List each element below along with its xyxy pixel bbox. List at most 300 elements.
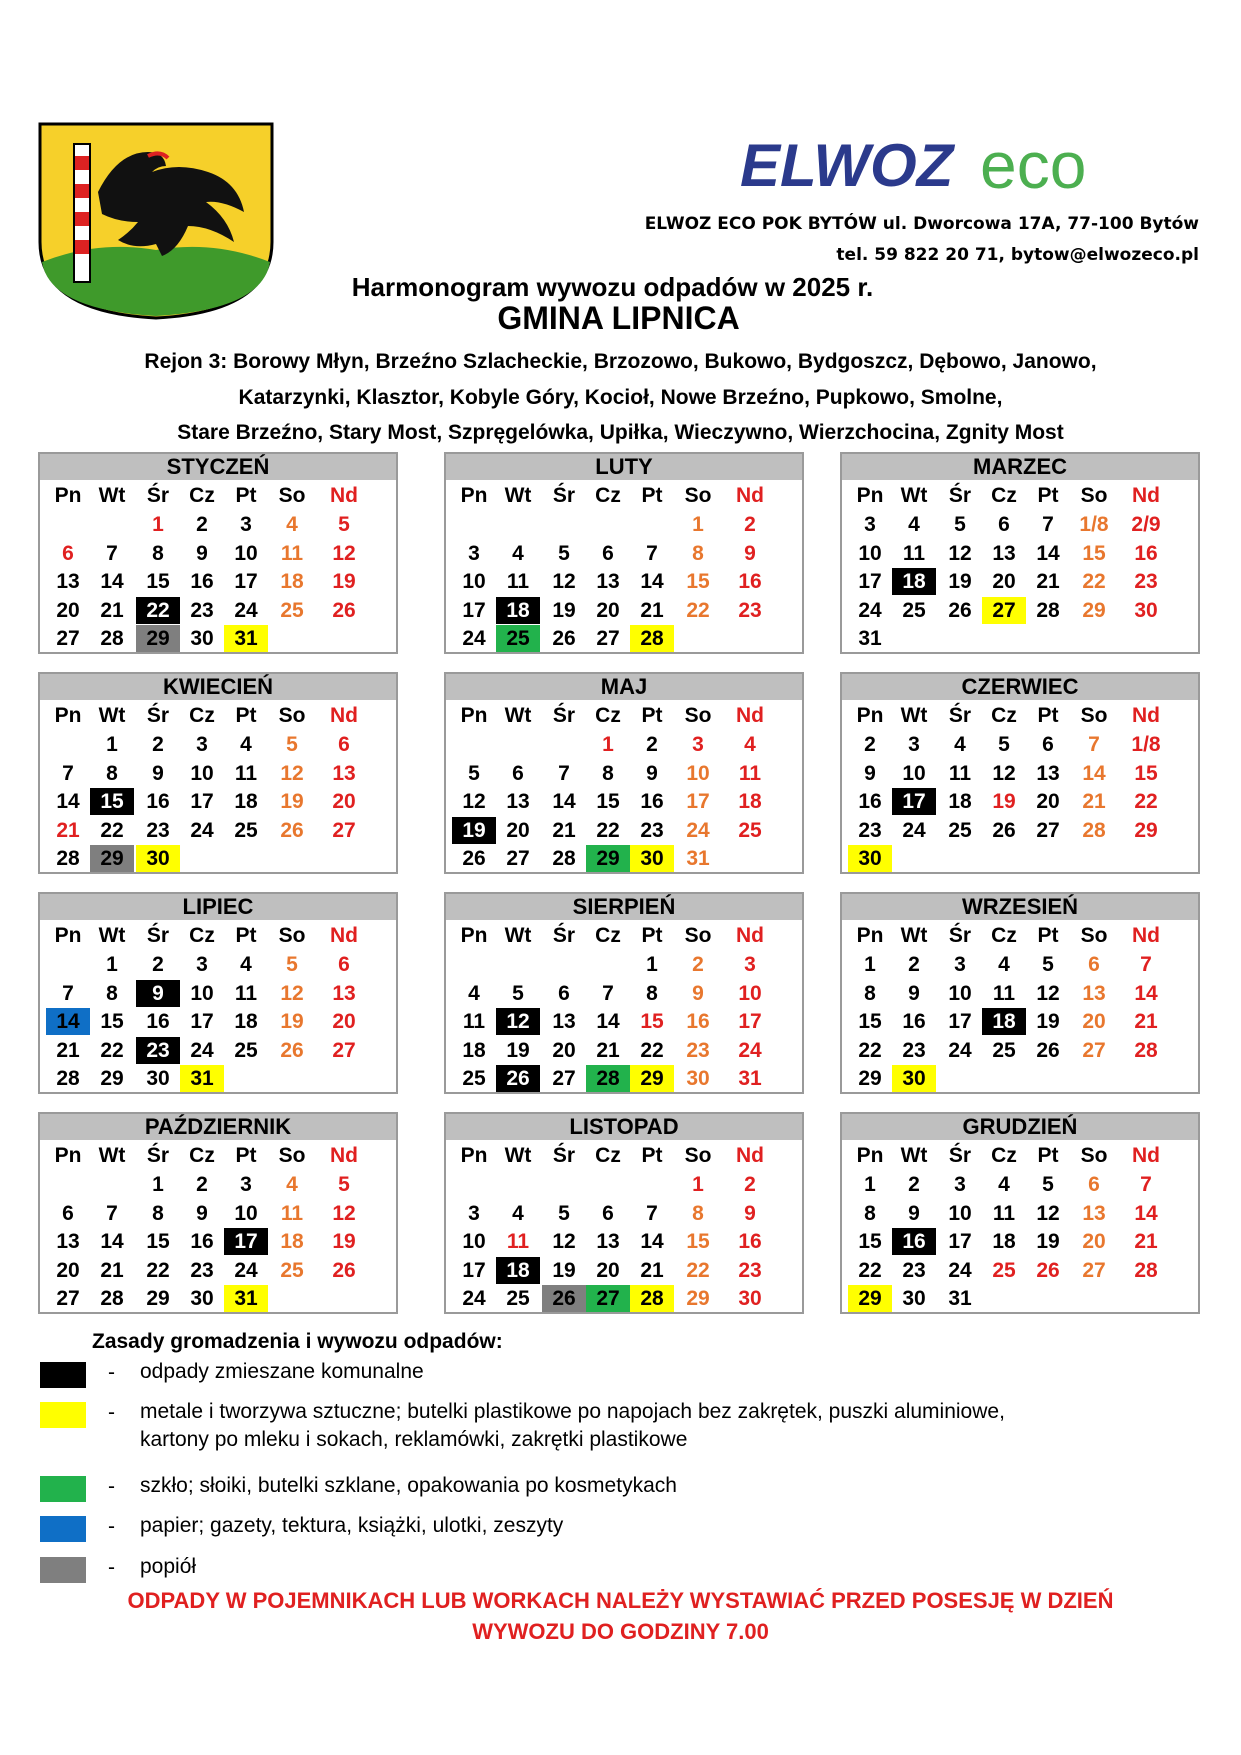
day-cell: 5 [954,513,966,536]
day-cell: 12 [1036,1201,1060,1225]
day-cell: 16 [902,1010,926,1033]
legend-dash: - [108,1361,115,1384]
weekday-label: Nd [736,484,764,507]
day-cell: 3 [908,733,920,756]
day-cell: 1 [646,953,658,976]
weekday-label: Cz [991,924,1017,947]
legend-text [140,1512,1200,1540]
weekday-label: Nd [736,1144,764,1167]
day-cell: 18 [892,568,936,595]
day-cell: 23 [1134,570,1158,593]
day-cell: 26 [332,598,356,622]
day-cell: 26 [280,1038,304,1062]
day-cell: 5 [286,953,298,976]
legend-dash: - [108,1475,115,1498]
legend-text [140,1472,1200,1500]
day-cell: 17 [462,1258,486,1282]
day-cell: 30 [146,1067,170,1090]
day-cell: 27 [982,597,1026,624]
day-cell: 28 [100,1287,124,1310]
weekday-label: Pt [235,704,257,727]
weekday-label: Cz [595,1144,621,1167]
day-cell: 29 [1134,818,1158,842]
day-cell: 24 [462,627,486,650]
day-cell: 26 [542,1285,586,1312]
day-cell: 31 [180,1065,224,1092]
weekday-label: Nd [330,484,358,507]
day-cell: 11 [902,541,926,565]
day-cell: 13 [1082,981,1106,1005]
weekday-label: Pn [460,484,488,507]
day-cell: 12 [948,541,972,565]
weekday-label: So [278,924,306,947]
day-cell: 15 [858,1230,882,1253]
day-cell: 1/8 [1131,733,1161,756]
day-cell: 20 [56,598,80,622]
weekday-label: So [278,484,306,507]
legend-text-line-1: papier; gazety, tektura, książki, ulotki, zeszyty [140,1514,564,1537]
municipality-title [0,300,1241,337]
legend-text [140,1358,1200,1386]
day-cell: 3 [954,953,966,976]
day-cell: 9 [196,1201,208,1225]
weekday-label: Cz [189,1144,215,1167]
day-cell: 25 [234,818,258,842]
day-cell: 23 [858,818,882,842]
day-cell: 5 [558,1201,570,1225]
day-cell: 2 [152,733,164,756]
day-cell: 16 [738,570,762,593]
day-cell: 23 [902,1038,926,1062]
day-cell: 27 [332,1038,356,1062]
day-cell: 17 [892,788,936,815]
day-cell: 27 [596,627,620,650]
day-cell: 12 [332,1201,356,1225]
weekday-label: Pt [1037,704,1059,727]
weekday-label: Nd [736,924,764,947]
day-cell: 1 [692,513,704,536]
day-cell: 17 [224,1228,268,1255]
day-cell: 29 [100,1067,124,1090]
weekday-label: Pn [856,704,884,727]
day-cell: 16 [892,1228,936,1255]
day-cell: 19 [992,790,1016,813]
weekday-label: Cz [991,704,1017,727]
day-cell: 21 [1134,1230,1158,1253]
day-cell: 7 [62,981,74,1005]
day-cell: 2 [152,953,164,976]
weekday-label: Śr [552,924,576,947]
day-cell: 9 [152,761,164,785]
day-cell: 3 [196,733,208,756]
day-cell: 13 [56,570,80,593]
day-cell: 13 [332,761,356,785]
weekday-label: Pt [235,924,257,947]
day-cell: 29 [1082,598,1106,622]
day-cell: 25 [280,1258,304,1282]
day-cell: 13 [992,541,1016,565]
day-cell: 28 [630,625,674,652]
day-cell: 28 [1134,1258,1158,1282]
weekday-label: Wt [900,1144,928,1167]
day-cell: 27 [506,847,530,870]
day-cell: 9 [136,980,180,1007]
weekday-label: Pt [641,924,663,947]
weekday-label: Pn [54,484,82,507]
day-cell: 8 [692,541,704,565]
day-cell: 3 [954,1173,966,1196]
month-name: PAŹDZIERNIK [40,1114,396,1140]
weekday-label: Wt [98,704,126,727]
day-cell: 4 [744,733,756,756]
day-cell: 21 [1036,570,1060,593]
day-cell: 19 [1036,1230,1060,1253]
weekday-label: So [684,484,712,507]
day-cell: 17 [858,570,882,593]
weekday-label: Śr [552,704,576,727]
day-cell: 23 [738,1258,762,1282]
day-cell: 23 [738,598,762,622]
day-cell: 6 [338,733,350,756]
day-cell: 16 [686,1010,710,1033]
day-cell: 6 [62,1201,74,1225]
month-name: LUTY [446,454,802,480]
day-cell: 28 [630,1285,674,1312]
day-cell: 2 [646,733,658,756]
legend-dash: - [108,1401,115,1424]
day-cell: 24 [234,598,258,622]
day-cell: 18 [982,1008,1026,1035]
day-cell: 23 [640,818,664,842]
weekday-label: Wt [504,704,532,727]
day-cell: 3 [240,1173,252,1196]
day-cell: 31 [858,627,882,650]
day-cell: 24 [858,598,882,622]
day-cell: 9 [646,761,658,785]
day-cell: 1 [152,513,164,536]
weekday-label: Cz [595,924,621,947]
day-cell: 10 [190,761,214,785]
day-cell: 4 [286,513,298,536]
day-cell: 26 [280,818,304,842]
weekday-label: So [684,704,712,727]
day-cell: 6 [602,1201,614,1225]
day-cell: 15 [686,1230,710,1253]
day-cell: 16 [858,790,882,813]
day-cell: 27 [1036,818,1060,842]
day-cell: 25 [280,598,304,622]
day-cell: 4 [240,953,252,976]
day-cell: 24 [948,1258,972,1282]
day-cell: 22 [858,1258,882,1282]
day-cell: 2 [908,953,920,976]
month-8 [444,892,804,1094]
day-cell: 2 [744,1173,756,1196]
day-cell: 22 [686,1258,710,1282]
municipality-title-text: GMINA LIPNICA [497,300,740,336]
day-cell: 5 [1042,1173,1054,1196]
day-cell: 15 [90,788,134,815]
month-12 [840,1112,1200,1314]
weekday-label: Wt [900,704,928,727]
day-cell: 6 [558,981,570,1005]
weekday-label: Śr [948,484,972,507]
day-cell: 18 [280,570,304,593]
day-cell: 17 [686,790,710,813]
day-cell: 3 [468,541,480,565]
day-cell: 28 [1036,598,1060,622]
day-cell: 17 [190,790,214,813]
weekday-label: Cz [189,484,215,507]
day-cell: 10 [858,541,882,565]
day-cell: 3 [864,513,876,536]
day-cell: 7 [1088,733,1100,756]
day-cell: 15 [1082,541,1106,565]
day-cell: 6 [62,541,74,565]
day-cell: 1 [602,733,614,756]
day-cell: 4 [240,733,252,756]
day-cell: 12 [992,761,1016,785]
weekday-label: So [1080,1144,1108,1167]
day-cell: 30 [190,627,214,650]
day-cell: 9 [692,981,704,1005]
day-cell: 23 [190,598,214,622]
day-cell: 16 [1134,541,1158,565]
weekday-label: Wt [504,1144,532,1167]
day-cell: 13 [596,570,620,593]
day-cell: 2 [196,513,208,536]
day-cell: 18 [496,1257,540,1284]
legend-dash: - [108,1515,115,1538]
day-cell: 16 [146,1010,170,1033]
weekday-label: Cz [189,924,215,947]
day-cell: 4 [512,1201,524,1225]
weekday-label: Śr [146,924,170,947]
day-cell: 22 [686,598,710,622]
weekday-label: Pt [1037,1144,1059,1167]
day-cell: 11 [506,570,530,593]
day-cell: 20 [332,790,356,813]
day-cell: 30 [686,1067,710,1090]
day-cell: 11 [462,1010,486,1033]
day-cell: 23 [902,1258,926,1282]
day-cell: 3 [744,953,756,976]
day-cell: 25 [506,1287,530,1310]
legend-text-line-1: popiół [140,1555,197,1578]
day-cell: 8 [106,761,118,785]
weekday-label: Cz [189,704,215,727]
day-cell: 10 [948,981,972,1005]
day-cell: 19 [280,790,304,813]
day-cell: 30 [902,1287,926,1310]
day-cell: 4 [512,541,524,565]
legend-swatch-green [40,1476,86,1502]
day-cell: 25 [462,1067,486,1090]
day-cell: 14 [640,1230,664,1253]
month-name: SIERPIEŃ [446,894,802,920]
day-cell: 20 [596,1258,620,1282]
weekday-label: Wt [504,484,532,507]
day-cell: 21 [640,1258,664,1282]
day-cell: 19 [552,1258,576,1282]
day-cell: 30 [630,845,674,872]
footer-line-1: ODPADY W POJEMNIKACH LUB WORKACH NALEŻY WYSTAWIAĆ PRZED POSESJĘ W DZIEŃ [127,1588,1114,1613]
day-cell: 19 [280,1010,304,1033]
day-cell: 7 [1140,953,1152,976]
day-cell: 18 [462,1038,486,1062]
day-cell: 29 [630,1065,674,1092]
day-cell: 21 [1082,790,1106,813]
day-cell: 8 [646,981,658,1005]
legend-text [140,1398,1200,1454]
day-cell: 24 [190,1038,214,1062]
day-cell: 15 [640,1010,664,1033]
day-cell: 8 [152,541,164,565]
weekday-label: Pn [856,1144,884,1167]
weekday-label: Śr [552,1144,576,1167]
legend-text [140,1553,1200,1581]
day-cell: 18 [992,1230,1016,1253]
day-cell: 8 [864,981,876,1005]
day-cell: 28 [56,1067,80,1090]
day-cell: 27 [56,1287,80,1310]
day-cell: 16 [640,790,664,813]
contact-address: ELWOZ ECO POK BYTÓW ul. Dworcowa 17A, 77-100 Bytów [644,214,1199,234]
weekday-label: Nd [736,704,764,727]
day-cell: 1/8 [1079,513,1109,536]
day-cell: 26 [992,818,1016,842]
day-cell: 4 [468,981,480,1005]
day-cell: 22 [100,1038,124,1062]
day-cell: 13 [56,1230,80,1253]
day-cell: 21 [100,1258,124,1282]
day-cell: 12 [1036,981,1060,1005]
day-cell: 21 [1134,1010,1158,1033]
elwoz-eco-logo [740,128,1160,198]
day-cell: 8 [692,1201,704,1225]
day-cell: 22 [136,597,180,624]
day-cell: 10 [686,761,710,785]
legend-title: Zasady gromadzenia i wywozu odpadów: [92,1330,503,1353]
day-cell: 10 [902,761,926,785]
day-cell: 14 [46,1008,90,1035]
day-cell: 19 [332,570,356,593]
weekday-label: Pt [641,1144,663,1167]
legend-text-line-1: metale i tworzywa sztuczne; butelki plastikowe po napojach bez zakrętek, puszki aluminiowe, [140,1400,1005,1423]
day-cell: 1 [152,1173,164,1196]
month-10 [38,1112,398,1314]
day-cell: 10 [738,981,762,1005]
day-cell: 22 [1134,790,1158,813]
day-cell: 14 [100,570,124,593]
day-cell: 14 [1134,981,1158,1005]
day-cell: 7 [646,541,658,565]
day-cell: 16 [146,790,170,813]
brand-main-text: ELWOZ [740,132,954,198]
day-cell: 23 [686,1038,710,1062]
day-cell: 11 [948,761,972,785]
day-cell: 30 [1134,598,1158,622]
day-cell: 12 [552,570,576,593]
day-cell: 24 [190,818,214,842]
schedule-title [0,272,1241,303]
day-cell: 7 [602,981,614,1005]
day-cell: 19 [452,817,496,844]
day-cell: 22 [1082,570,1106,593]
weekday-label: Śr [948,1144,972,1167]
day-cell: 3 [196,953,208,976]
day-cell: 1 [106,953,118,976]
legend-swatch-black [40,1362,86,1388]
month-name: CZERWIEC [842,674,1198,700]
day-cell: 10 [234,1201,258,1225]
month-name: LIPIEC [40,894,396,920]
day-cell: 14 [596,1010,620,1033]
weekday-label: Pn [460,1144,488,1167]
day-cell: 12 [552,1230,576,1253]
day-cell: 14 [552,790,576,813]
day-cell: 31 [686,847,710,870]
day-cell: 24 [462,1287,486,1310]
day-cell: 18 [738,790,762,813]
day-cell: 9 [908,981,920,1005]
weekday-label: Pt [235,1144,257,1167]
day-cell: 26 [332,1258,356,1282]
day-cell: 2 [196,1173,208,1196]
day-cell: 11 [992,981,1016,1005]
legend-text-line-2: kartony po mleku i sokach, reklamówki, zakrętki plastikowe [140,1428,688,1451]
day-cell: 13 [1036,761,1060,785]
weekday-label: Pn [856,924,884,947]
region-line-3: Stare Brzeźno, Stary Most, Szpręgelówka, Upiłka, Wieczywno, Wierzchocina, Zgnity Most [177,421,1064,444]
month-name: STYCZEŃ [40,454,396,480]
day-cell: 25 [948,818,972,842]
day-cell: 12 [280,761,304,785]
day-cell: 20 [596,598,620,622]
day-cell: 26 [1036,1258,1060,1282]
month-6 [840,672,1200,874]
day-cell: 15 [686,570,710,593]
day-cell: 29 [858,1067,882,1090]
day-cell: 1 [106,733,118,756]
schedule-title-text: Harmonogram wywozu odpadów w 2025 r. [351,272,874,302]
day-cell: 4 [908,513,920,536]
day-cell: 11 [280,541,304,565]
day-cell: 25 [234,1038,258,1062]
day-cell: 24 [686,818,710,842]
day-cell: 29 [848,1285,892,1312]
month-2 [444,452,804,654]
month-name: LISTOPAD [446,1114,802,1140]
month-3 [840,452,1200,654]
footer-notice [0,1585,1241,1647]
weekday-label: So [1080,924,1108,947]
day-cell: 27 [586,1285,630,1312]
day-cell: 6 [1088,953,1100,976]
day-cell: 3 [692,733,704,756]
day-cell: 6 [338,953,350,976]
month-1 [38,452,398,654]
day-cell: 22 [596,818,620,842]
day-cell: 15 [100,1010,124,1033]
day-cell: 18 [496,597,540,624]
day-cell: 20 [552,1038,576,1062]
day-cell: 27 [332,818,356,842]
weekday-label: Pt [1037,924,1059,947]
day-cell: 10 [462,570,486,593]
day-cell: 15 [146,570,170,593]
day-cell: 14 [640,570,664,593]
